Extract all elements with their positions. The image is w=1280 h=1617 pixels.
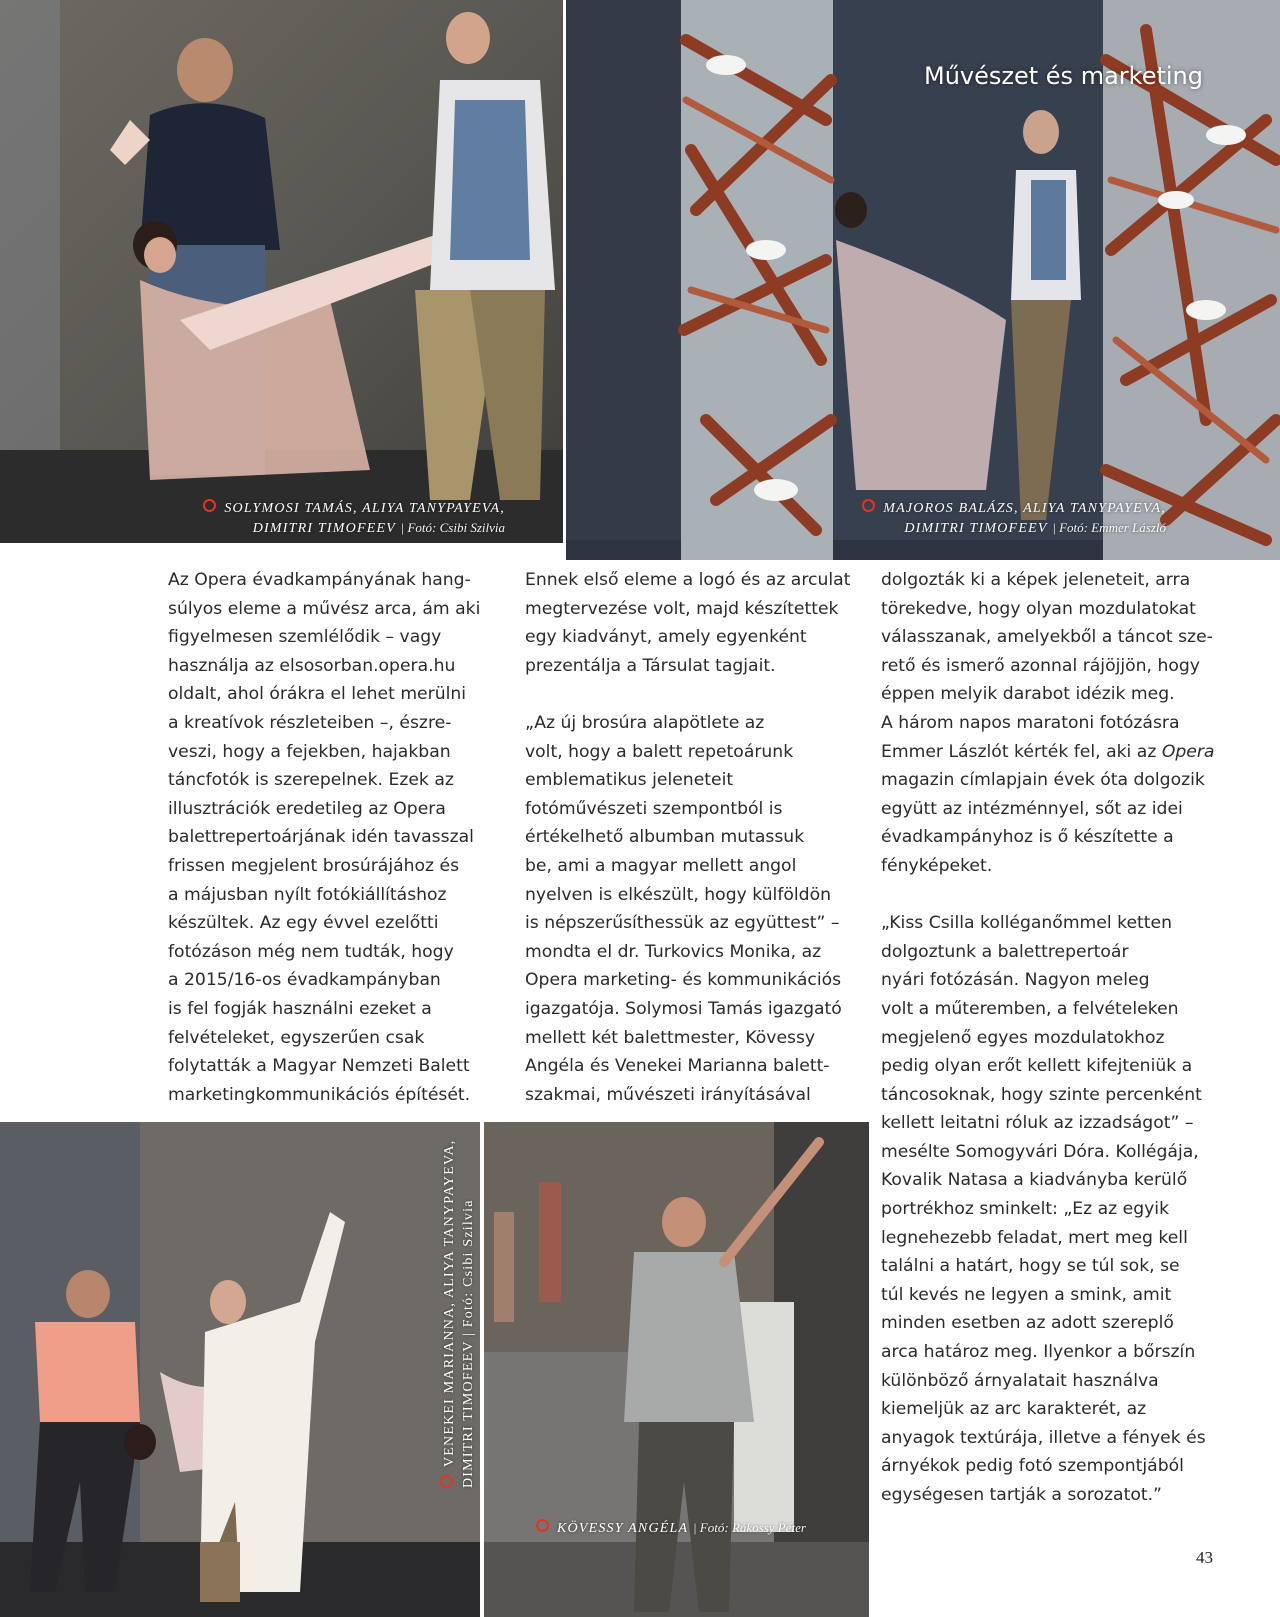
caption-names: SOLYMOSI TAMÁS, ALIYA TANYPAYEVA, [224,501,505,516]
caption-credit: | Fotó: Rákossy Péter [692,1520,806,1535]
caption-ring-icon [440,1475,453,1488]
article-column-2 [525,566,860,1109]
caption-names-2: DIMITRI TIMOFEEV [904,521,1048,536]
caption-ring-icon [203,499,216,512]
paragraph [881,566,1221,881]
page-number: 43 [1196,1548,1213,1567]
caption-names-2: DIMITRI TIMOFEEV [252,521,396,536]
caption-names: MAJOROS BALÁZS, ALIYA TANYPAYEVA, [883,501,1166,516]
caption-credit: | Fotó: Csibi Szilvia [461,1199,476,1336]
article-column-3 [881,566,1221,1510]
photo-rehearsal-trio [0,0,563,543]
caption-bottom-left [440,1122,478,1488]
caption-names: KÖVESSY ANGÉLA [557,1521,689,1536]
caption-names-2: DIMITRI TIMOFEEV [461,1340,476,1488]
article-column-1 [168,566,490,1109]
caption-bottom-mid [536,1518,856,1538]
caption-top-left [45,499,505,538]
caption-top-right [706,499,1166,538]
paragraph: „Kiss Csilla kolléganőmmel ketten dolgoztunk a balettrepertoár nyári fotózásán. Nagyon meleg volt a műteremben, a felvételeken megjelenő egyes mozdulatokhoz pedig olyan erőt kellett kifejteniük a táncosoknak, hogy szinte percenként kellett leitatni róluk az izzadságot” – mesélte Somogyvári Dóra. Kollégája, Kovalik Natasa a kiadványba kerülő portrékhoz sminkelt: „Ez az egyik legnehezebb feladat, mert meg kell találni a határt, hogy se túl sok, se túl kevés ne legyen a smink, amit minden esetben az adott szereplő arca határoz meg. Ilyenkor a bőrszín különböző árnyalatait használva kiemeljük az arc karakterét, az anyagok textúrája, illetve a fények és árnyékok pedig fotó szempontjából egységesen tartják a sorozatot.” [881,913,1206,1505]
photo-venekei-rehearsal [0,1122,480,1617]
caption-names: VENEKEI MARIANNA, ALIYA TANYPAYEVA, [442,1139,457,1467]
paragraph: „Az új brosúra alapötlete az volt, hogy a balett repetoárunk emblematikus jeleneteit fotóművészeti szempontból is értékelhető albumban mutassuk be, ami a magyar mellett angol nyelven is elkészült, hogy külföldön is népszerűsíthessük az együttest” – mondta el dr. Turkovics Monika, az Opera marketing- és kommunikációs igazgatója. Solymosi Tamás igazgató mellett két balettmester, Kövessy Angéla és Venekei Marianna balett- szakmai, művészeti irányításával [525,712,842,1105]
caption-credit: | Fotó: Emmer László [1052,520,1166,535]
paragraph-text: dolgozták ki a képek jeleneteit, arra törekedve, hogy olyan mozdulatokat válasszanak, amelyekből a táncot sze- rető és ismerő azonnal rájöjjön, hogy éppen melyik darabot idézik meg. A három napos maratoni fotózásra Emmer Lászlót kérték fel, aki az [881,570,1213,762]
paragraph: Az Opera évadkampányának hang- súlyos eleme a művész arca, ám aki figyelmesen szemlélődik – vagy használja az elsosorban.opera.hu oldalt, ahol órákra el lehet merülni a kreatívok részleteiben –, észre- veszi, hogy a fejekben, hajakban táncfotók is szerepelnek. Ezek az illusztrációk eredetileg az Opera balettrepertoárjának idén tavasszal frissen megjelent brosúrájához és a májusban nyílt fotókiállításhoz készültek. Az egy évvel ezelőtti fotózáson még nem tudták, hogy a 2015/16-os évadkampányban is fel fogják használni ezeket a felvételeket, egyszerűen csak folytatták a Magyar Nemzeti Balett marketingkommunikációs építését. [168,570,481,1105]
section-title: Művészet és marketing [924,62,1203,90]
photo-matchsticks-collage [566,0,1280,560]
magazine-name: Opera [1161,741,1215,762]
paragraph: Ennek első eleme a logó és az arculat megtervezése volt, majd készítettek egy kiadványt, amely egyenként prezentálja a Társulat tagjait. [525,570,851,676]
photo-kovessy-angela [484,1122,869,1617]
caption-ring-icon [862,499,875,512]
caption-ring-icon [536,1519,549,1532]
paragraph-text: magazin címlapjain évek óta dolgozik együtt az intézménnyel, sőt az idei évadkampányhoz is ő készítette a fényképeket. [881,770,1205,876]
caption-credit: | Fotó: Csibi Szilvia [400,520,505,535]
